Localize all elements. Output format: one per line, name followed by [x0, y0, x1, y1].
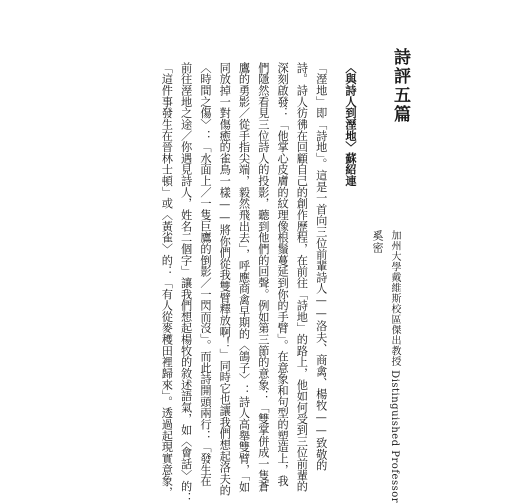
essay-body	[157, 62, 360, 503]
text-line: 深刻啟發：「他掌心皮膚的紋理像根鬚蔓延到你的手臂」。在意象和句型的塑造上，我	[276, 62, 290, 487]
page-title: 詩評五篇	[390, 48, 410, 124]
text-line: 詩。詩人彷彿在回顧自己的創作歷程，在前往「詩地」的路上，他如何受到三位前輩的	[295, 62, 309, 493]
heading-spacer	[331, 62, 341, 442]
text-line: 同放掉一對傷癒的雀鳥一樣——將你們從我雙臂釋放啊！」同時它也讓我們想起洛夫的	[218, 62, 232, 496]
text-line: 〈時間之傷〉：「水面上／一隻巨鷹的倒影／一閃而沒」。而此詩開頭兩行：「發生在	[198, 62, 212, 487]
text-line: 們隱然看見三位詩人的投影，聽到他們的回聲。例如第三節的意象：「雙掌併成一隻蒼	[256, 62, 270, 493]
text-line: 「溼地」即「詩地」。這是一首向三位前輩詩人——洛夫、商禽、楊牧——致敬的	[314, 62, 328, 472]
text-line: 「這件事發生在晉林士頓」或〈黃雀〉的：「有人從麥穫田裡歸來」。透過起現實意象，	[160, 62, 174, 498]
author-affiliation: 加州大學戴維斯校區傑出教授 Distinguished Professor	[389, 230, 400, 503]
essay-heading: 〈與詩人到溼地〉蘇紹連	[344, 62, 358, 187]
text-line: 前往溼地之途／你遇見詩人，姓名二個字」讓我們想起楊牧的敘述語氣，如〈會話〉的：	[179, 62, 193, 503]
author-name: 奚密	[371, 230, 384, 254]
text-line: 鷹的勇影／從手指尖端，毅然飛出去」，呼應商禽早期的〈鴿子〉：詩人高舉雙臂，「如	[237, 62, 251, 493]
